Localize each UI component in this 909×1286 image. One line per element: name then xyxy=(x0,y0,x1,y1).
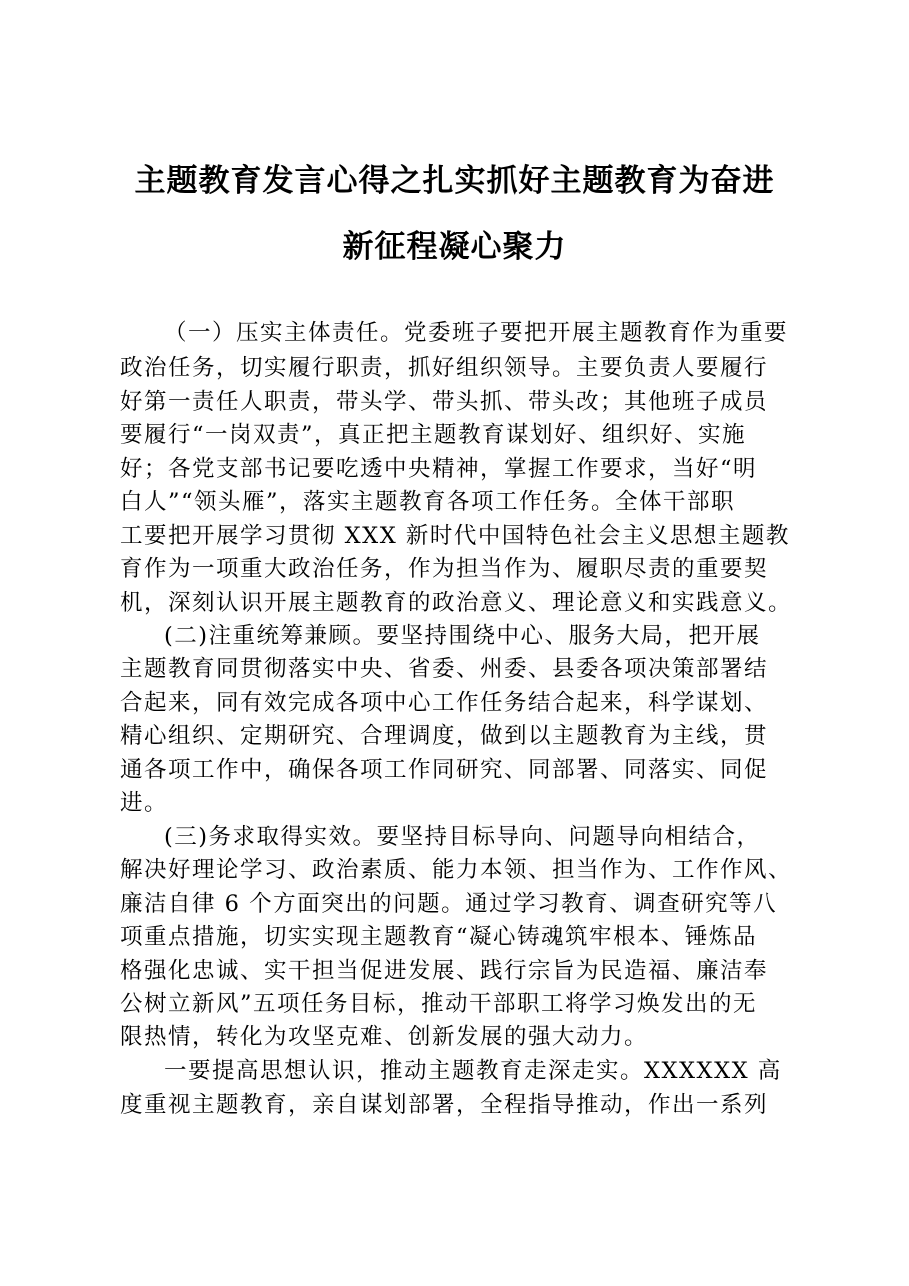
paragraph-line: 项重点措施，切实实现主题教育“凝心铸魂筑牢根本、锤炼品 xyxy=(120,924,758,950)
paragraph-line: 白人”“领头雁”，落实主题教育各项工作任务。全体干部职 xyxy=(120,489,736,515)
paragraph-line: (二)注重统筹兼顾。要坚持围绕中心、服务大局，把开展 xyxy=(164,623,761,649)
paragraph-line: 格强化忠诚、实干担当促进发展、践行宗旨为民造福、廉洁奉 xyxy=(120,958,769,984)
paragraph-line: 限热情，转化为攻坚克难、创新发展的强大动力。 xyxy=(120,1024,649,1050)
document-title-line-1: 主题教育发言心得之扎实抓好主题教育为奋进 xyxy=(134,163,775,199)
paragraph-line: 机，深刻认识开展主题教育的政治意义、理论意义和实践意义。 xyxy=(120,590,793,616)
paragraph-line: 合起来，同有效完成各项中心工作任务结合起来，科学谋划、 xyxy=(120,690,769,716)
paragraph-line: 育作为一项重大政治任务，作为担当作为、履职尽责的重要契 xyxy=(120,556,769,582)
paragraph-line: 进。 xyxy=(120,790,169,816)
paragraph-line: 好第一责任人职责，带头学、带头抓、带头改；其他班子成员 xyxy=(120,389,769,415)
paragraph-line: 一要提高思想认识，推动主题教育走深走实。XXXXXX 高 xyxy=(164,1058,782,1084)
paragraph-line: 要履行“一岗双责”，真正把主题教育谋划好、组织好、实施 xyxy=(120,422,747,448)
paragraph-line: 主题教育同贯彻落实中央、省委、州委、县委各项决策部署结 xyxy=(120,656,769,682)
paragraph-line: （一）压实主体责任。党委班子要把开展主题教育作为重要 xyxy=(164,320,789,346)
paragraph-line: 廉洁自律 6 个方面突出的问题。通过学习教育、调查研究等八 xyxy=(120,891,778,917)
document-title-line-2: 新征程凝心聚力 xyxy=(342,229,567,265)
paragraph-line: 度重视主题教育，亲自谋划部署，全程指导推动，作出一系列 xyxy=(120,1092,769,1118)
paragraph-line: 公树立新风”五项任务目标，推动干部职工将学习焕发出的无 xyxy=(120,991,758,1017)
paragraph-line: (三)务求取得实效。要坚持目标导向、问题导向相结合， xyxy=(164,824,761,850)
paragraph-line: 通各项工作中，确保各项工作同研究、同部署、同落实、同促 xyxy=(120,757,769,783)
paragraph-line: 政治任务，切实履行职责，抓好组织领导。主要负责人要履行 xyxy=(120,355,769,381)
paragraph-line: 工要把开展学习贯彻 XXX 新时代中国特色社会主义思想主题教 xyxy=(120,523,790,549)
paragraph-line: 精心组织、定期研究、合理调度，做到以主题教育为主线，贯 xyxy=(120,723,769,749)
paragraph-line: 解决好理论学习、政治素质、能力本领、担当作为、工作作风、 xyxy=(120,857,793,883)
paragraph-line: 好；各党支部书记要吃透中央精神，掌握工作要求，当好“明 xyxy=(120,456,758,482)
